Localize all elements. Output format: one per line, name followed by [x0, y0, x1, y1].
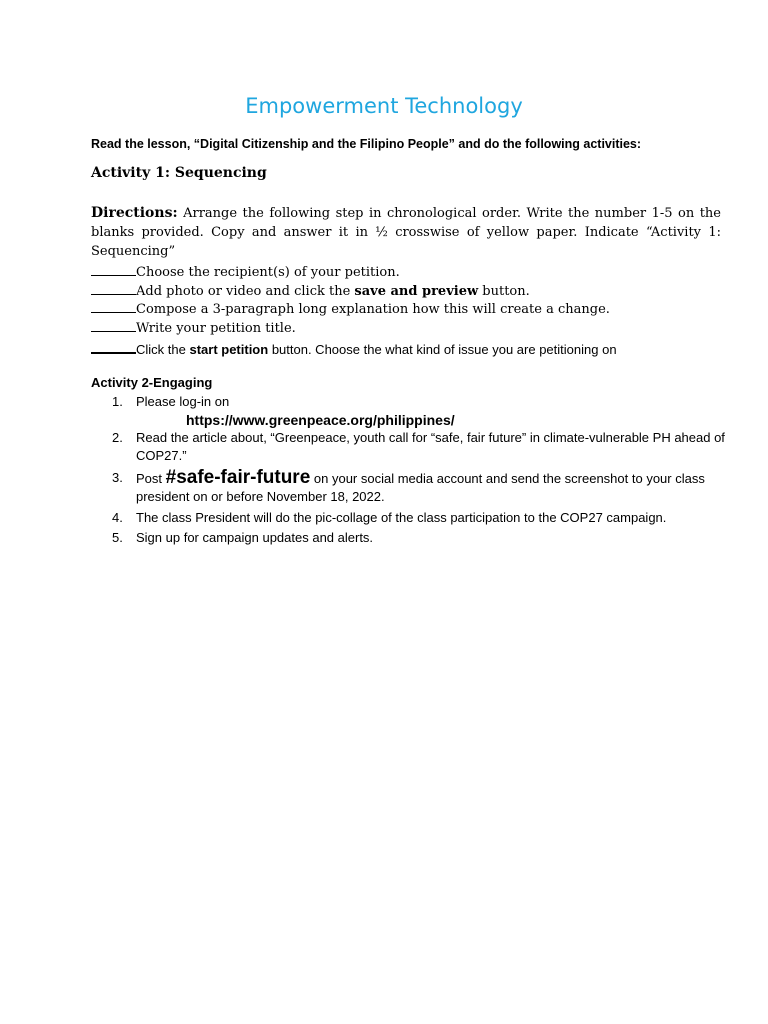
- answer-blank: [91, 340, 136, 354]
- step-text-pre: Click the: [136, 342, 190, 357]
- list-item: [110, 509, 730, 527]
- list-text-pre: Post: [136, 471, 166, 486]
- list-number: 3.: [112, 470, 123, 485]
- step-item: [91, 282, 731, 301]
- step-text: Choose the recipient(s) of your petition.: [136, 265, 400, 280]
- step-text-bold: start petition: [189, 342, 269, 357]
- list-number: 2.: [112, 430, 123, 445]
- list-number: 5.: [112, 530, 123, 545]
- list-text: Sign up for campaign updates and alerts.: [136, 530, 374, 545]
- step-text: Write your petition title.: [136, 320, 296, 336]
- step-text: Compose a 3-paragraph long explanation how this will create a change.: [136, 302, 610, 317]
- list-item: [110, 429, 730, 465]
- step-item: [91, 263, 731, 282]
- activity2-list: [110, 393, 730, 547]
- list-text: Read the article about, “Greenpeace, youth call for “safe, fair future” in climate-vulnerable PH ahead of COP27.”: [136, 430, 725, 463]
- step-text-pre: Add photo or video and click the: [136, 283, 355, 299]
- step-item: [91, 300, 731, 319]
- activity2-heading: Activity 2-Engaging: [91, 375, 213, 390]
- list-text: The class President will do the pic-collage of the class participation to the COP27 campaign.: [136, 510, 667, 525]
- step-item: [91, 340, 731, 359]
- list-item: [110, 393, 730, 429]
- step-text-bold: save and preview: [354, 283, 479, 299]
- answer-blank: [91, 263, 136, 276]
- answer-blank: [91, 300, 136, 313]
- activity1-steps: [91, 263, 731, 359]
- list-text: Please log-in on: [136, 394, 230, 409]
- step-text-post: button. Choose the what kind of issue you are petitioning on: [268, 342, 617, 357]
- list-number: 4.: [112, 510, 123, 525]
- directions-label: Directions:: [91, 205, 178, 221]
- step-item: [91, 319, 731, 338]
- step-text-post: button.: [478, 283, 530, 299]
- list-number: 1.: [112, 394, 123, 409]
- list-item: [110, 529, 730, 547]
- hashtag: #safe-fair-future: [165, 467, 311, 488]
- list-item: [110, 469, 730, 506]
- directions-text: Arrange the following step in chronological order. Write the number 1-5 on the blanks provided. Copy and answer it in ½ crosswise of yellow paper. Indicate “Activity 1: Sequencing”: [91, 206, 721, 259]
- intro-text: Read the lesson, “Digital Citizenship and the Filipino People” and do the following activities:: [91, 137, 642, 151]
- answer-blank: [91, 282, 136, 295]
- activity1-directions: [91, 204, 721, 261]
- document-title: Empowerment Technology: [245, 94, 523, 118]
- list-text-post: on your social media account and send the screenshot to your class president on or before November 18, 2022.: [136, 471, 705, 504]
- activity1-heading: Activity 1: Sequencing: [91, 165, 267, 181]
- answer-blank: [91, 319, 136, 332]
- greenpeace-link[interactable]: https://www.greenpeace.org/philippines/: [186, 412, 455, 428]
